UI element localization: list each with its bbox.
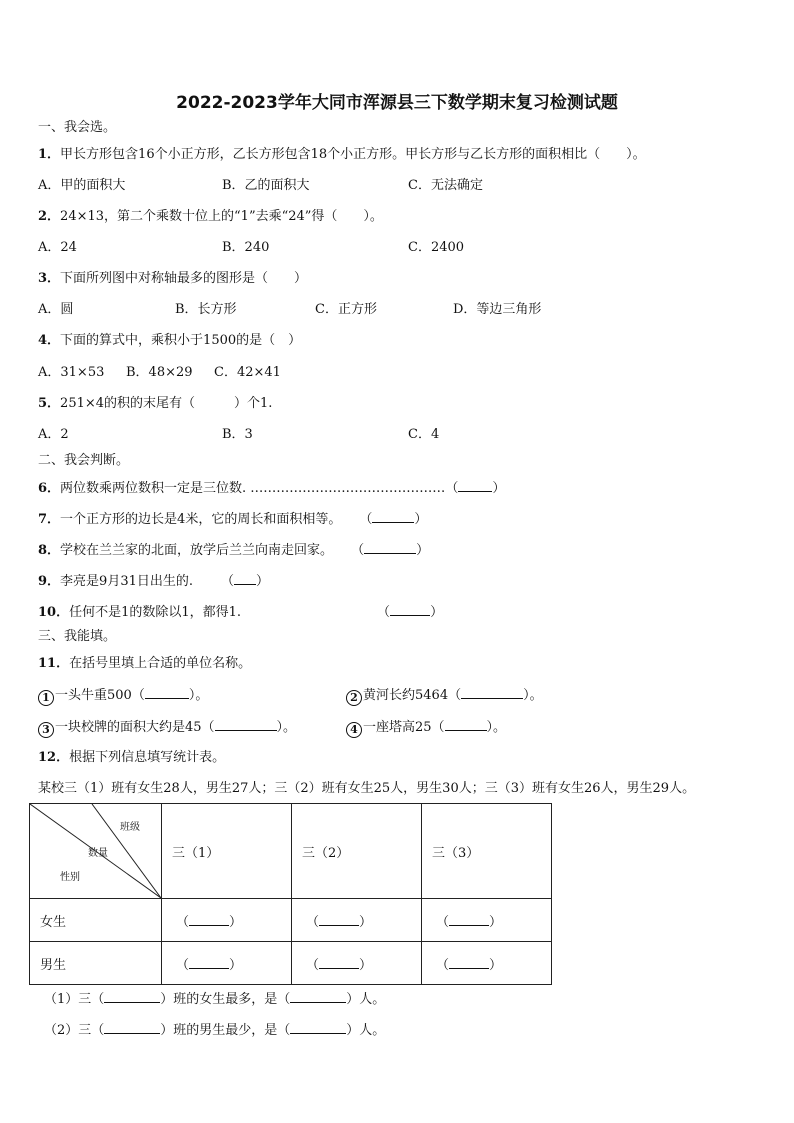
sub-text: （1）三（ bbox=[44, 992, 105, 1007]
paren-open: （ bbox=[377, 605, 391, 620]
question-number: 3． bbox=[38, 271, 61, 286]
question-text: 下面的算式中，乘积小于1500的是（ ） bbox=[60, 333, 302, 348]
question-text: 251×4的积的末尾有（ ）个1. bbox=[60, 396, 273, 411]
question-text: 下面所列图中对称轴最多的图形是（ ） bbox=[60, 271, 308, 286]
table-row bbox=[30, 899, 552, 942]
question-7 bbox=[38, 510, 427, 529]
circled-number: 1 bbox=[38, 690, 54, 706]
answer-blank[interactable] bbox=[390, 603, 430, 616]
paren-close: ） bbox=[416, 543, 430, 558]
circled-number: 2 bbox=[346, 690, 362, 706]
item-end: ）。 bbox=[188, 688, 209, 703]
q11-item-1 bbox=[38, 686, 208, 706]
section-heading-3: 三、我能填。 bbox=[38, 629, 117, 644]
question-text: 一个正方形的边长是4米，它的周长和面积相等。 bbox=[60, 512, 342, 527]
row-header-boys: 男生 bbox=[30, 942, 162, 985]
paren-open: （ bbox=[351, 543, 365, 558]
paren-open: （ bbox=[306, 914, 320, 930]
paren-close: ） bbox=[492, 481, 506, 496]
q3-option-c[interactable]: C．正方形 bbox=[315, 302, 377, 317]
q2-option-c[interactable]: C．2400 bbox=[408, 240, 465, 255]
paren-close: ） bbox=[489, 914, 503, 930]
statistics-table bbox=[29, 803, 552, 985]
question-number: 4． bbox=[38, 333, 61, 348]
question-text: 在括号里填上合适的单位名称。 bbox=[69, 656, 252, 671]
paren-open: （ bbox=[436, 957, 450, 973]
q5-option-c[interactable]: C．4 bbox=[408, 427, 440, 442]
question-text: 两位数乘两位数积一定是三位数. ……………………………………… bbox=[60, 481, 446, 496]
q5-option-b[interactable]: B．3 bbox=[222, 427, 253, 442]
sub-text: （2）三（ bbox=[44, 1023, 105, 1038]
question-number: 1． bbox=[38, 147, 61, 162]
question-8 bbox=[38, 541, 429, 560]
table-cell[interactable] bbox=[292, 942, 422, 985]
answer-blank[interactable] bbox=[364, 541, 416, 554]
sub-text: ）班的女生最多，是（ bbox=[160, 992, 291, 1007]
answer-blank[interactable] bbox=[145, 686, 189, 699]
question-number: 5． bbox=[38, 396, 61, 411]
q12-sub-1 bbox=[44, 990, 385, 1009]
q3-option-d[interactable]: D．等边三角形 bbox=[453, 302, 542, 317]
table-cell[interactable] bbox=[422, 942, 552, 985]
answer-blank[interactable] bbox=[449, 913, 489, 926]
paren-close: ） bbox=[414, 512, 428, 527]
answer-blank[interactable] bbox=[189, 913, 229, 926]
question-3 bbox=[38, 270, 307, 288]
item-text: 一块校牌的面积大约是45（ bbox=[55, 720, 215, 735]
q4-option-c[interactable]: C．42×41 bbox=[214, 365, 281, 380]
question-4 bbox=[38, 332, 301, 350]
answer-blank[interactable] bbox=[215, 718, 277, 731]
answer-blank[interactable] bbox=[461, 686, 523, 699]
q3-option-a[interactable]: A．圆 bbox=[38, 302, 74, 317]
paren-close: ） bbox=[256, 574, 270, 589]
table-cell[interactable] bbox=[292, 899, 422, 942]
question-number: 11． bbox=[38, 656, 70, 671]
question-text: 24×13，第二个乘数十位上的“1”去乘“24”得（ ）。 bbox=[60, 209, 383, 224]
col-header-1: 三（1） bbox=[162, 804, 292, 899]
q2-option-b[interactable]: B．240 bbox=[222, 240, 270, 255]
question-9 bbox=[38, 572, 269, 591]
table-cell[interactable] bbox=[162, 899, 292, 942]
q4-option-a[interactable]: A．31×53 bbox=[38, 365, 105, 380]
paren-close: ） bbox=[430, 605, 444, 620]
sub-text: ）人。 bbox=[346, 992, 386, 1007]
paren-open: （ bbox=[306, 957, 320, 973]
col-header-2: 三（2） bbox=[292, 804, 422, 899]
q3-option-b[interactable]: B．长方形 bbox=[175, 302, 237, 317]
paren-open: （ bbox=[445, 481, 459, 496]
question-number: 12． bbox=[38, 750, 70, 765]
item-end: ）。 bbox=[276, 720, 297, 735]
answer-blank[interactable] bbox=[104, 1021, 160, 1034]
answer-blank[interactable] bbox=[445, 718, 487, 731]
sub-text: ）人。 bbox=[346, 1023, 386, 1038]
paren-close: ） bbox=[359, 914, 373, 930]
table-cell[interactable] bbox=[162, 942, 292, 985]
q5-option-a[interactable]: A．2 bbox=[38, 427, 69, 442]
paren-open: （ bbox=[359, 512, 373, 527]
answer-blank[interactable] bbox=[234, 572, 256, 585]
answer-blank[interactable] bbox=[290, 1021, 346, 1034]
q12-info: 某校三（1）班有女生28人，男生27人；三（2）班有女生25人，男生30人；三（3）班有女生26人，男生29人。 bbox=[38, 781, 696, 796]
diagonal-header-cell bbox=[30, 804, 162, 899]
circled-number: 3 bbox=[38, 722, 54, 738]
question-5 bbox=[38, 395, 272, 413]
question-text: 任何不是1的数除以1，都得1. bbox=[69, 605, 242, 620]
paren-close: ） bbox=[229, 914, 243, 930]
answer-blank[interactable] bbox=[189, 956, 229, 969]
page-title: 2022-2023学年大同市浑源县三下数学期末复习检测试题 bbox=[176, 93, 618, 113]
section-heading-1: 一、我会选。 bbox=[38, 120, 117, 135]
q1-option-a[interactable]: A．甲的面积大 bbox=[38, 178, 126, 193]
q2-option-a[interactable]: A．24 bbox=[38, 240, 77, 255]
question-text: 根据下列信息填写统计表。 bbox=[69, 750, 226, 765]
row-header-girls: 女生 bbox=[30, 899, 162, 942]
item-end: ）。 bbox=[523, 688, 543, 703]
question-2 bbox=[38, 208, 383, 226]
question-number: 9． bbox=[38, 574, 61, 589]
question-number: 6． bbox=[38, 481, 61, 496]
question-text: 学校在兰兰家的北面，放学后兰兰向南走回家。 bbox=[60, 543, 334, 558]
q11-item-3 bbox=[38, 718, 296, 738]
question-text: 甲长方形包含16个小正方形，乙长方形包含18个小正方形。甲长方形与乙长方形的面积相比（ ）。 bbox=[60, 147, 646, 162]
paren-open: （ bbox=[176, 914, 190, 930]
q11-item-2 bbox=[346, 686, 543, 706]
answer-blank[interactable] bbox=[290, 990, 346, 1003]
item-text: 一座塔高25（ bbox=[363, 720, 445, 735]
q12-sub-2 bbox=[44, 1021, 385, 1040]
question-number: 8． bbox=[38, 543, 61, 558]
col-header-3: 三（3） bbox=[422, 804, 552, 899]
question-text: 李亮是9月31日出生的. bbox=[60, 574, 193, 589]
diag-label-class: 班级 bbox=[120, 822, 140, 833]
paren-close: ） bbox=[489, 957, 503, 973]
paren-open: （ bbox=[436, 914, 450, 930]
question-number: 7． bbox=[38, 512, 61, 527]
diag-label-gender: 性别 bbox=[60, 872, 80, 883]
question-11 bbox=[38, 655, 251, 673]
table-header-row bbox=[30, 804, 552, 899]
item-end: ）。 bbox=[486, 720, 507, 735]
section-heading-2: 二、我会判断。 bbox=[38, 453, 130, 468]
question-10 bbox=[38, 603, 443, 622]
diag-label-count: 数量 bbox=[88, 848, 108, 859]
paren-close: ） bbox=[229, 957, 243, 973]
q1-option-b[interactable]: B．乙的面积大 bbox=[222, 178, 310, 193]
question-number: 10． bbox=[38, 605, 70, 620]
answer-blank[interactable] bbox=[372, 510, 414, 523]
paren-open: （ bbox=[221, 574, 235, 589]
question-12 bbox=[38, 749, 225, 767]
paren-open: （ bbox=[176, 957, 190, 973]
answer-blank[interactable] bbox=[104, 990, 160, 1003]
answer-blank[interactable] bbox=[449, 956, 489, 969]
answer-blank[interactable] bbox=[319, 956, 359, 969]
table-cell[interactable] bbox=[422, 899, 552, 942]
question-6 bbox=[38, 479, 505, 498]
answer-blank[interactable] bbox=[458, 479, 492, 492]
paren-close: ） bbox=[359, 957, 373, 973]
q4-option-b[interactable]: B．48×29 bbox=[126, 365, 193, 380]
question-number: 2． bbox=[38, 209, 61, 224]
q11-item-4 bbox=[346, 718, 506, 738]
answer-blank[interactable] bbox=[319, 913, 359, 926]
item-text: 黄河长约5464（ bbox=[363, 688, 462, 703]
q1-option-c[interactable]: C．无法确定 bbox=[408, 178, 483, 193]
item-text: 一头牛重500（ bbox=[55, 688, 145, 703]
question-1 bbox=[38, 146, 646, 164]
sub-text: ）班的男生最少，是（ bbox=[160, 1023, 291, 1038]
table-row bbox=[30, 942, 552, 985]
circled-number: 4 bbox=[346, 722, 362, 738]
